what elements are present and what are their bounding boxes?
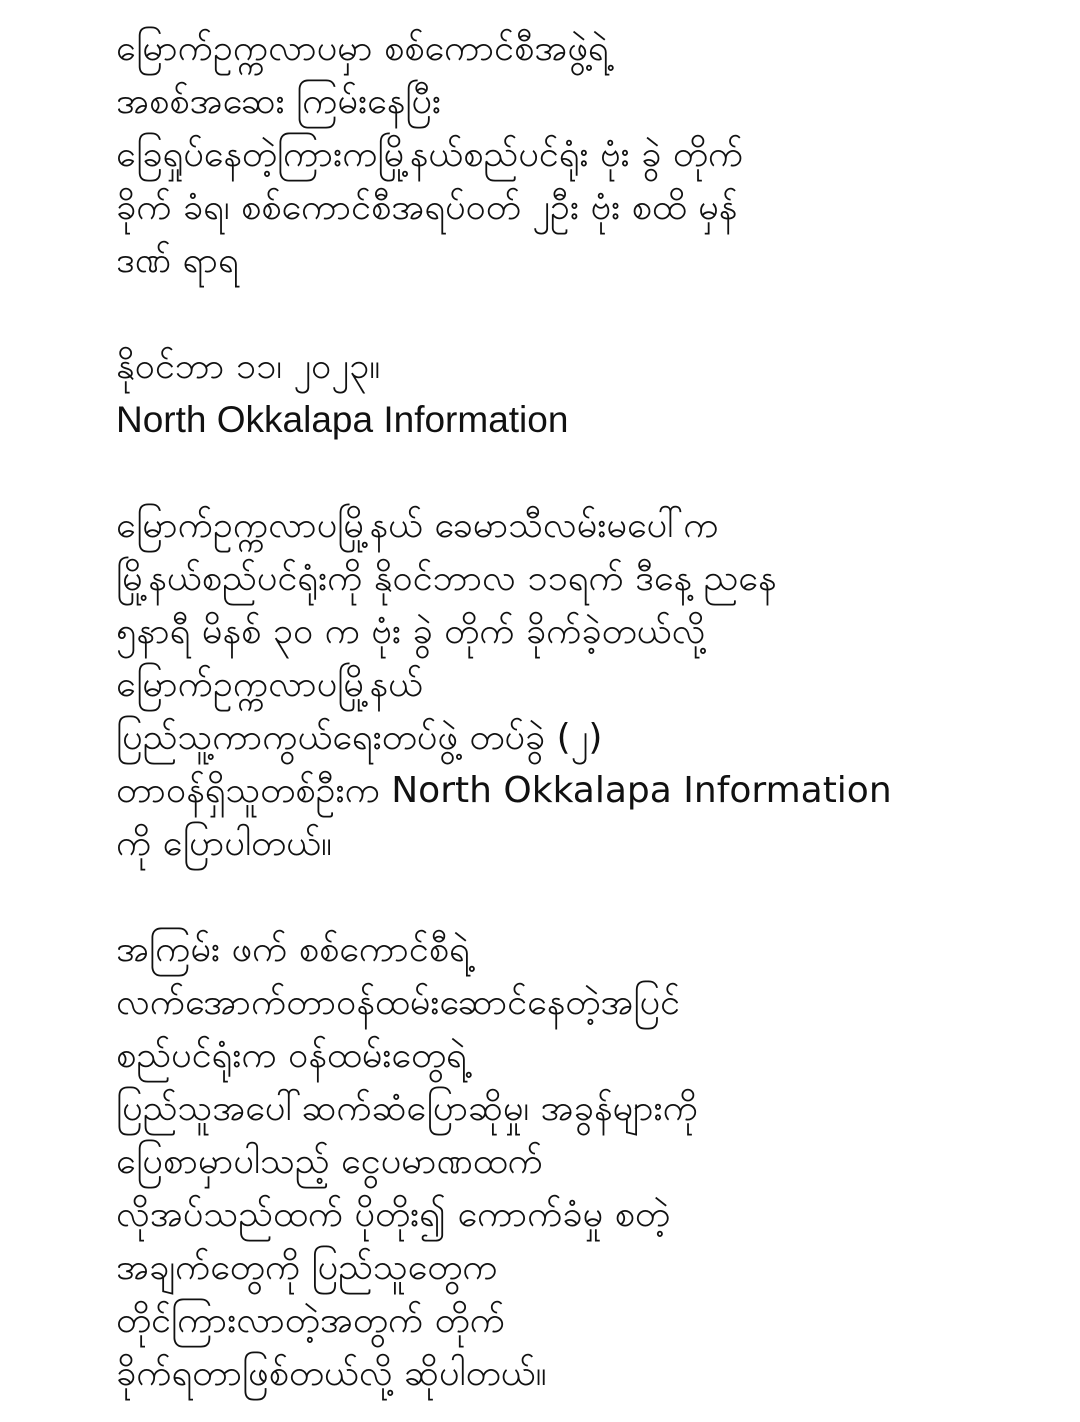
paragraph-spacer — [116, 870, 1016, 923]
paragraph-line: တာဝန်ရှိသူတစ်ဦးက North Okkalapa Information — [116, 770, 892, 811]
post-text-body — [116, 22, 1016, 1400]
headline-line: ဒဏ် ရာရ — [116, 240, 239, 281]
dateline — [116, 340, 1016, 446]
paragraph-line: ခိုက်ရတာဖြစ်တယ်လို့ ဆိုပါတယ်။ — [116, 1353, 547, 1394]
headline-line: မြောက်ဥက္ကလာပမှာ စစ်ကောင်စီအဖွဲ့ရဲ့ — [116, 28, 609, 69]
paragraph-line: မြို့နယ်စည်ပင်ရုံးကို နိုဝင်ဘာလ ၁၁ရက် ဒီနေ့ ညနေ — [116, 558, 777, 599]
paragraph-line: စည်ပင်ရုံးက ဝန်ထမ်းတွေရဲ့ — [116, 1035, 467, 1076]
headline — [116, 22, 1016, 287]
paragraph-line: လက်အောက်တာဝန်ထမ်းဆောင်နေတဲ့အပြင် — [116, 982, 680, 1023]
paragraph-one — [116, 499, 1016, 870]
headline-line: ခိုက် ခံရ၊ စစ်ကောင်စီအရပ်ဝတ် ၂ဦး ဗုံး စထိ မှန် — [116, 187, 738, 228]
paragraph-line: ပြည်သူ့ကာကွယ်ရေးတပ်ဖွဲ့ တပ်ခွဲ (၂) — [116, 717, 603, 758]
paragraph-line: ပြည်သူအပေါ်ဆက်ဆံပြောဆိုမှု၊ အခွန်များကို — [116, 1088, 698, 1129]
paragraph-line: အကြမ်း ဖက် စစ်ကောင်စီရဲ့ — [116, 929, 470, 970]
paragraph-line: တိုင်ကြားလာတဲ့အတွက် တိုက် — [116, 1300, 505, 1341]
post-date: နိုဝင်ဘာ ၁၁၊ ၂၀၂၃။ — [116, 346, 381, 387]
paragraph-spacer — [116, 287, 1016, 340]
paragraph-line: ကို ပြောပါတယ်။ — [116, 823, 332, 864]
paragraph-spacer — [116, 446, 1016, 499]
paragraph-line: အချက်တွေကို ပြည်သူတွေက — [116, 1247, 498, 1288]
headline-line: ခြေရှုပ်နေတဲ့ကြားကမြို့နယ်စည်ပင်ရုံး ဗုံး ခွဲ တိုက် — [116, 134, 744, 175]
headline-line: အစစ်အဆေး ကြမ်းနေပြီး — [116, 81, 442, 122]
paragraph-line: မြောက်ဥက္ကလာပမြို့နယ် — [116, 664, 423, 705]
paragraph-line: ၅နာရီ မိနစ် ၃၀ က ဗုံး ခွဲ တိုက် ခိုက်ခဲ့တယ်လို့ — [116, 611, 706, 652]
source-name: North Okkalapa Information — [116, 399, 569, 440]
paragraph-line: လိုအပ်သည်ထက် ပိုတိုး၍ ကောက်ခံမှု စတဲ့ — [116, 1194, 670, 1235]
paragraph-line: မြောက်ဥက္ကလာပမြို့နယ် ခေမာသီလမ်းမပေါ်က — [116, 505, 719, 546]
paragraph-line: ပြေစာမှာပါသည့် ငွေပမာဏထက် — [116, 1141, 543, 1182]
paragraph-two — [116, 923, 1016, 1400]
